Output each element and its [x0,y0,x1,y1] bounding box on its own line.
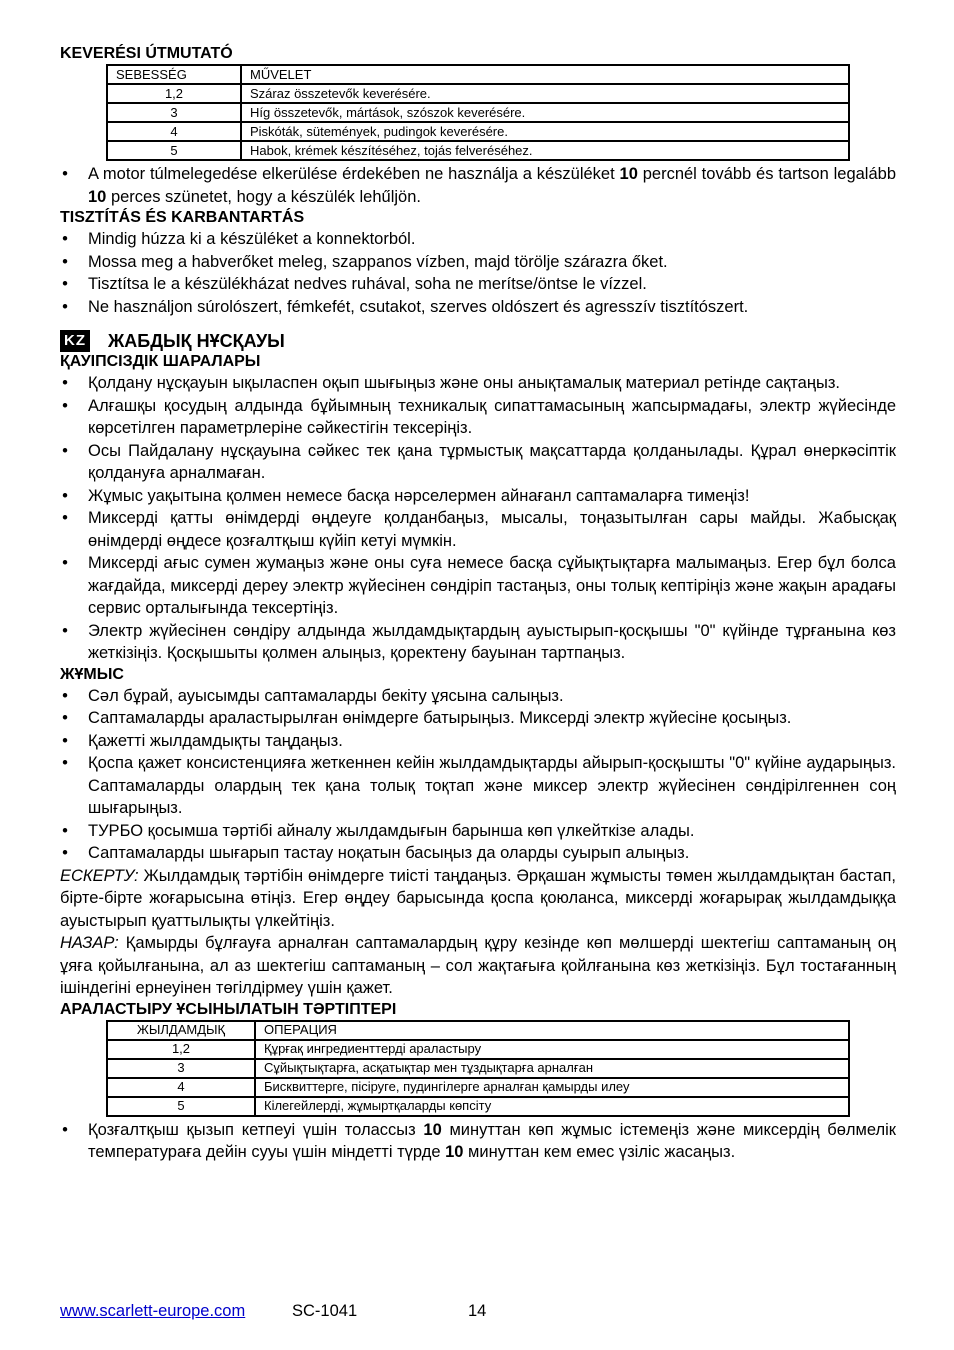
table-row [107,1059,849,1078]
kz-attention-paragraph: НАЗАР: Қамырды бұлғауға арналған саптамалардың құру кезінде көп мөлшерді шектегіш саптаманың оң ұяға қойылғанына, ал аз шектегіш саптаманың – сол жақтағыға қойлғанына көз жеткізіңіз. Бұл тостағанның ішіндегіні ернеуінен төгілдірмеу үшін қажет. [60,934,896,997]
kz-work-list [60,685,896,865]
table-cell-operation: Híg összetevők, mártások, szószok keverésére. [241,103,849,122]
list-item: • Қоспа қажет консистенцияға жеткеннен кейін жылдамдықтарды айырып-қосқышты "0" күйіне аударыңыз. Саптамаларды олардың тек қана толық тоқтап және миксер электр жүйесінен сөндірілгеннен соң шығарыңыз. [60,752,896,820]
list-item: • Миксерді қатты өнімдерді өңдеуге қолданбаңыз, мысалы, тоңазытылған сары майды. Жабысқақ өнімдерді өңдесе қозғалтқыш күйіп кетуі мүмкін. [60,507,896,552]
list-item: • Алғашқы қосудың алдында бұйымның техникалық сипаттамасының жапсырмадағы, электр жүйесінде көрсетілген параметрлеріне сәйкестігін тексеріңіз. [60,395,896,440]
bullet-icon: • [62,509,68,527]
table-header-operation: ОПЕРАЦИЯ [255,1021,849,1040]
bullet-icon: • [62,374,68,392]
table-cell-speed: 3 [107,1059,255,1078]
bullet-icon: • [62,230,68,248]
bullet-icon: • [62,754,68,772]
list-item: • Саптамаларды араластырылған өнімдерге батырыңыз. Миксерді электр жүйесіне қосыңыз. [60,707,896,730]
kz-language-badge: KZ [60,330,90,352]
bullet-icon: • [62,554,68,572]
table-row [107,1040,849,1059]
table-row [107,141,849,160]
table-cell-operation: Piskóták, sütemények, pudingok keverésére. [241,122,849,141]
kz-work-title: ЖҰМЫС [60,665,124,683]
hu-clean-title: TISZTÍTÁS ÉS KARBANTARTÁS [60,209,305,226]
bullet-icon: • [62,1120,68,1139]
bullet-icon: • [62,275,68,293]
list-item: • Қажетті жылдамдықты таңдаңыз. [60,730,896,753]
list-item: • ТУРБО қосымша тәртібі айналу жылдамдығын барынша көп үлкейткізе алады. [60,820,896,843]
bullet-icon: • [62,165,68,183]
kz-title: ЖАБДЫҚ НҰСҚАУЫ [108,331,285,351]
table-header-speed: ЖЫЛДАМДЫҚ [107,1021,255,1040]
model-number: SC-1041 [292,1302,358,1320]
table-cell-speed: 1,2 [107,84,241,103]
bullet-icon: • [62,621,68,640]
list-item: • Mindig húzza ki a készüléket a konnektorból. [60,228,896,251]
table-row [107,1078,849,1097]
list-item: • Mossa meg a habverőket meleg, szappanos vízben, majd törölje szárazra őket. [60,251,896,274]
table-cell-operation: Құрғақ ингредиенттерді араластыру [255,1040,849,1059]
bullet-icon: • [62,396,68,415]
bullet-icon: • [62,821,68,840]
hu-motor-note-list [60,163,896,208]
bullet-icon: • [62,297,68,316]
table-header-speed: SEBESSÉG [107,65,241,84]
table-row [107,84,849,103]
hu-clean-list [60,228,896,318]
kz-section-header [60,330,896,352]
table-row [107,1097,849,1116]
table-row [107,122,849,141]
list-item: • A motor túlmelegedése elkerülése érdekében ne használja a készüléket 10 percnél tovább és tartson legalább 10 perces szünetet, hogy a készülék lehűljön. [60,163,896,208]
list-item: • Қолдану нұсқауын ықыласпен оқып шығыңыз және оны анықтамалық материал ретінде сақтаңыз. [60,372,896,395]
list-item: • Tisztítsa le a készülékházat nedves ruhával, soha ne merítse/öntse le vízzel. [60,273,896,296]
bullet-icon: • [62,486,68,505]
list-item: • Электр жүйесінен сөндіру алдында жылдамдықтардың ауыстырып-қосқышы "0" күйінде тұрғанына көз жеткізіңіз. Қосқышыты қолмен алыңыз, қоректену бауынан тартпаңыз. [60,620,896,665]
kz-safety-list [60,372,896,665]
list-item: • Саптамаларды шығарып тастау ноқатын басыңыз да оларды суырып алыңыз. [60,842,896,865]
table-cell-operation: Бисквиттерге, пісіруге, пудингілерге арналған қамырды илеу [255,1078,849,1097]
page-footer [60,1302,487,1321]
list-item: • Сәл бұрай, ауысымды саптамаларды бекіту ұясына салыңыз. [60,685,896,708]
table-cell-speed: 5 [107,141,241,160]
table-cell-operation: Сұйықтықтарға, асқатықтар мен тұздықтарға арналған [255,1059,849,1078]
table-header-row [107,1021,849,1040]
list-item: • Осы Пайдалану нұсқауына сәйкес тек қана тұрмыстық мақсаттарда қолданылады. Құрал өнеркәсіптік қолдануға арналмаған. [60,440,896,485]
table-cell-speed: 5 [107,1097,255,1116]
page-content [60,44,896,1164]
table-cell-speed: 1,2 [107,1040,255,1059]
list-item: • Қозғалтқыш қызып кетпеуі үшін толассыз 10 минуттан көп жұмыс істемеңіз және миксердің бөлмелік температураға дейін сууы үшін міндетті түрде 10 минуттан кем емес үзіліс жасаңыз. [60,1119,896,1164]
bullet-icon: • [62,441,68,460]
kz-mix-title: АРАЛАСТЫРУ ҰСЫНЫЛАТЫН ТӘРТІПТЕРІ [60,1000,397,1018]
table-cell-speed: 3 [107,103,241,122]
list-item: • Жұмыс уақытына қолмен немесе басқа нәрселермен айнағанл саптамаларға тимеңіз! [60,485,896,508]
table-cell-operation: Habok, krémek készítéséhez, tojás felveréséhez. [241,141,849,160]
kz-safety-title: ҚАУІПСІЗДІК ШАРАЛАРЫ [60,353,261,370]
bullet-icon: • [62,252,68,271]
kz-note-label: ЕСКЕРТУ: [60,866,139,885]
page-number: 14 [468,1302,487,1320]
table-cell-speed: 4 [107,122,241,141]
table-header-operation: MŰVELET [241,65,849,84]
bullet-icon: • [62,731,68,750]
table-cell-speed: 4 [107,1078,255,1097]
kz-speed-table [106,1020,850,1117]
table-cell-operation: Száraz összetevők keverésére. [241,84,849,103]
hu-speed-table [106,64,850,161]
table-header-row [107,65,849,84]
kz-note-paragraph: ЕСКЕРТУ: Жылдамдық тәртібін өнімдерге тиісті таңдаңыз. Әрқашан жұмысты төмен жылдамдықтан бастап, бірте-бірте жоғарысына өтіңіз. Егер өңдеу барысында қоспа қоюланса, миксерді жоғарырақ жылдамдыққа ауыстырып қуаттылықты үлкейтіңіз. [60,866,896,930]
bullet-icon: • [62,709,68,727]
website-link[interactable]: www.scarlett-europe.com [60,1302,246,1320]
bullet-icon: • [62,844,68,862]
list-item: • Миксерді ағыс сумен жумаңыз және оны суға немесе басқа сұйықтықтарға малымаңыз. Егер бұл болса жағдайда, миксерді дереу электр жүйесінен сөндіріп тастаңыз, оны толық кептіріңіз және жақын арадағы сервис орталығында тексертіңіз. [60,552,896,620]
hu-mix-title: KEVERÉSI ÚTMUTATÓ [60,45,233,62]
list-item: • Ne használjon súrolószert, fémkefét, csutakot, szerves oldószert és agresszív tisztítószert. [60,296,896,319]
kz-motor-note-list [60,1119,896,1164]
table-cell-operation: Кілегейлерді, жұмыртқаларды көпсіту [255,1097,849,1116]
table-row [107,103,849,122]
kz-attention-label: НАЗАР: [60,934,119,952]
bullet-icon: • [62,686,68,705]
